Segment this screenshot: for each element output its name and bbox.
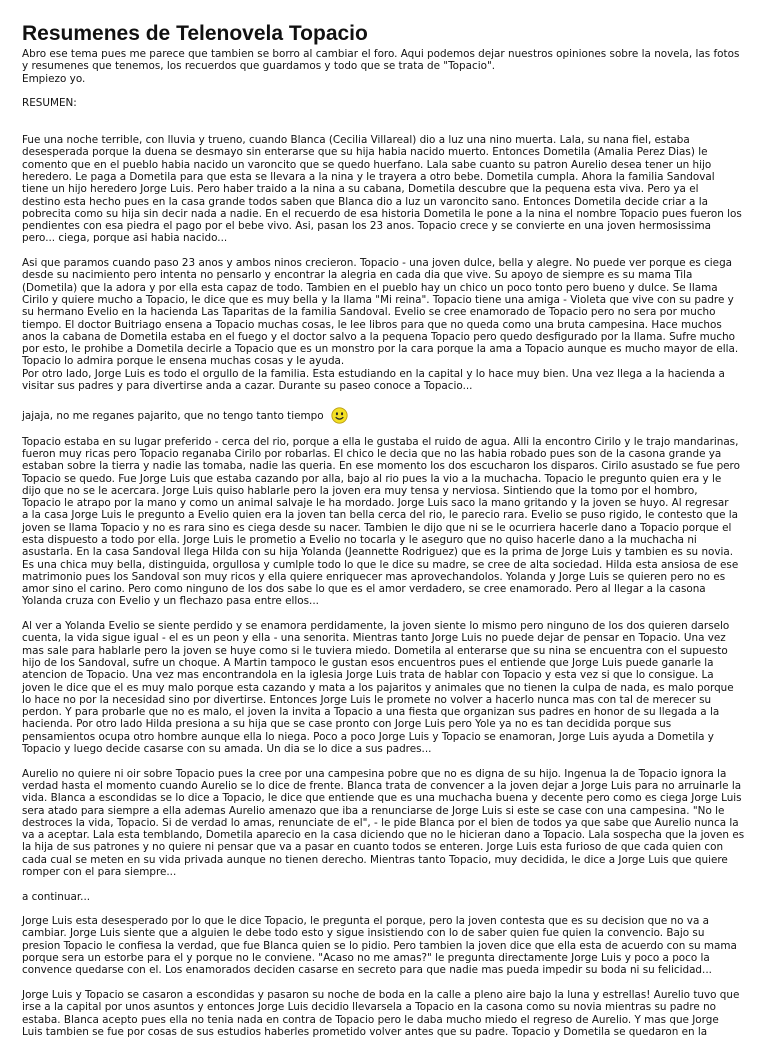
text-line: pero... ciega, porque asi habia nacido...	[22, 232, 228, 245]
text-line: hacienda. Por otro lado Hilda presiona a su hija que se case pronto con Jorge Luis pero Yole ya no es tan decidida porque sus	[22, 718, 672, 731]
text-line: por esto, le prohibe a Dometila decirle a Topacio que es un monstro por la cara porque la ama a Topacio aunque es mucho mayor de ella.	[22, 343, 739, 356]
text-line: desde su nacimiento pero intenta no pensarlo y encontrar la alegria en cada dia que vive. Su apoyo de siempre es su mama Tila	[22, 269, 693, 282]
text-line: porque sera un estorbe para el y porque no le conviene. "Acaso no me amas?" le pregunta directamente Jorge Luis y poco a poco la	[22, 952, 710, 965]
paragraph-6	[22, 915, 748, 976]
text-line: destroces la vida, Topacio. Si de verdad lo amas, renunciate de el", - le pide Blanca por el bien de todos ya que sabe que Aurelio nunca la	[22, 816, 739, 829]
text-line: tiempo. El doctor Buitriago ensena a Topacio muchas cosas, le lee libros para que no queda como una bruta campesina. Hace muchos	[22, 318, 722, 331]
text-line: Topacio se quedo. Fue Jorge Luis que estaba cazando por alla, bajo al rio pues la vio a la muchacha. Topacio le pregunto quien era y le	[22, 472, 722, 485]
aside-line	[22, 407, 748, 424]
text-line: pobrecita como su hija sin decir nada a nadie. En el recuerdo de esa historia Dometila le pone a la nina el nombre Topacio pues fueron los	[22, 207, 742, 220]
text-line: Topacio y luego decide casarse con su amada. Un dia se lo dice a sus padres...	[22, 743, 432, 756]
paragraph-7	[22, 989, 748, 1038]
text-line: Abro ese tema pues me parece que tambien se borro al cambiar el foro. Aqui podemos dejar nuestros opiniones sobre la novela, las fotos	[22, 48, 740, 60]
text-line: Jorge Luis esta desesperado por lo que le dice Topacio, le pregunta el porque, pero la joven contesta que es su decision que no va a	[22, 915, 709, 928]
paragraph-3	[22, 436, 748, 608]
text-line: Asi que paramos cuando paso 23 anos y ambos ninos crecieron. Topacio - una joven dulce, bella y alegre. No puede ver porque es ciega	[22, 257, 733, 270]
text-line: pensamientos ocupa otro hombre aunque ella lo niega. Poco a poco Jorge Luis y Topacio se enamoran, Jorge Luis ayuda a Dometila y	[22, 730, 714, 743]
text-line: verdad hasta el momento cuando Aurelio se lo dice de frente. Blanca trata de convencer a la joven dejar a Jorge Luis para no arruinarle la	[22, 779, 742, 792]
text-line: Es una chica muy bella, distinguida, orgullosa y cumlple todo lo que le dice su madre, se cree de alta sociedad. Hilda esta ansiosa de ese	[22, 558, 739, 571]
text-line: desesperada porque la duena se desmayo sin enterarse que su hija habia nacido muerto. Entonces Dometila (Amalia Perez Dias) le	[22, 146, 708, 159]
text-line: asustarla. En la casa Sandoval llega Hilda con su hija Yolanda (Jeannette Rodriguez) que es la prima de Jorge Luis y tambien es su novia.	[22, 546, 734, 559]
text-line: su hermano Evelio en la hacienda Las Taparitas de la familia Sandoval. Evelio se cree enamorado de Topacio pero no sera por mucho	[22, 306, 716, 319]
text-line: mas sale para hablarle pero la joven se huye como si le tuviera miedo. Dometila al enterarse que su nina se encuentra con el supuesto	[22, 644, 728, 657]
text-line: pendientes con esa piedra el pago por el bebe vivo. Asi, pasan los 23 anos. Topacio crece y se convierte en una joven hermosissima	[22, 220, 711, 233]
text-line: convence quedarse con el. Los enamorados deciden casarse en secreto para que nadie mas pueda impedir su boda ni su felicidad...	[22, 964, 712, 977]
document-page	[22, 22, 748, 1038]
text-line: cada cual se meten en su vida privada aunque no tienen derecho. Mientras tanto Topacio, muy decidida, le dice a Jorge Luis que quiere	[22, 853, 728, 866]
paragraph-2	[22, 257, 748, 392]
text-line: amor sino el carino. Pero como ninguno de los dos sabe lo que es el amor verdadero, se cree enamorado. Pero al llegar a la casona	[22, 583, 706, 596]
text-line: joven le dice que el es muy malo porque esta cazando y mata a los pajaritos y animales que no tienen la culpa de nada, es malo porque	[22, 681, 734, 694]
text-line: esta dispuesto a todo por ella. Jorge Luis le prometio a Evelio no tocarla y le aseguro que no quiso hacerle dano a la muchacha ni	[22, 533, 697, 546]
text-line: (Dometila) que la adora y por ella esta capaz de todo. Tambien en el pueblo hay un chico un poco tonto pero bueno y dulce. Se llama	[22, 281, 718, 294]
text-line: cambiar. Jorge Luis siente que a alguien le debe todo esto y sigue insistiendo con lo de saber quien fue quien la convencio. Bajo su	[22, 927, 705, 940]
text-line: heredero. Le paga a Dometila para que esta se llevara a la nina y le trayera a otro bebe. Dometila cumpla. Ahora la familia Sandoval	[22, 170, 715, 183]
paragraph-5	[22, 768, 748, 879]
text-line: irse a la capital por unos asuntos y entonces Jorge Luis decidio llevarsela a Topacio en la casona como su novia mientras su padre no	[22, 1001, 717, 1014]
resumen-heading: RESUMEN:	[22, 97, 77, 110]
text-line: tiene un hijo heredero Jorge Luis. Pero haber traido a la nina a su cabana, Dometila descubre que la pequena esta viva. Pero ya el	[22, 183, 699, 196]
paragraph-1	[22, 134, 748, 245]
text-line: Aurelio no quiere ni oir sobre Topacio pues la cree por una campesina pobre que no es digna de su hijo. Ingenua la de Topacio ignora la	[22, 767, 727, 780]
text-line: va a aceptar. Lala esta temblando, Dometila aparecio en la casa diciendo que no le hicieran dano a Topacio. Lala sospecha que la joven es	[22, 829, 745, 842]
document-body	[22, 48, 748, 1038]
text-line: fueron muy ricas pero Topacio reganaba Cirilo por robarlas. El chico le decia que no las habia robado pues son de la casona grande ya	[22, 447, 722, 460]
text-line: a la casa Jorge Luis le pregunto a Evelio quien era la joven tan bella cerca del rio, le parecio rara. Evelio se puso rigido, le contesto que la	[22, 509, 739, 522]
text-line: Empiezo yo.	[22, 72, 86, 85]
text-line: Luis tambien se fue por cosas de sus estudios haberles prometido volver antes que su padre. Topacio y Dometila se quedaron en la	[22, 1025, 708, 1038]
text-line: vida. Blanca a escondidas se lo dice a Topacio, le dice que entiende que es una muchacha buena y decente pero como es ciega Jorge Luis	[22, 792, 742, 805]
text-line: sera atado para siempre a ella ademas Aurelio amenazo que iba a renunciarse de Jorge Luis si este se case con una campesina. "No le	[22, 804, 725, 817]
text-line: destino esta hecho pues en la casa grande todos saben que Blanca dio a luz un varoncito sano. Entonces Dometila decide criar a la	[22, 195, 708, 208]
text-line: presion Topacio le confiesa la verdad, que fue Blanca quien se lo pidio. Pero tambien la joven dice que ella esta de acuerdo con su mama	[22, 939, 737, 952]
text-line: hijo de los Sandoval, sufre un choque. A Martin tampoco le gustan esos encuentros pues el entiende que Jorge Luis puede ganarle la	[22, 656, 714, 669]
text-line: cuenta, la vida sigue igual - el es un peon y ella - una senorita. Mientras tanto Jorge Luis no puede dejar de pensar en Topacio. Una vez	[22, 632, 726, 645]
text-line: la hija de sus patrones y no quiere ni pensar que va a pasar en cuanto todos se enteren. Jorge Luis esta furioso de que cada quien con	[22, 841, 724, 854]
text-line: Topacio lo admira porque le ensena muchas cosas y le ayuda.	[22, 355, 345, 368]
text-line: matrimonio pues los Sandoval son muy ricos y ella quiere enriquecer mas aprovechandolos. Yolanda y Jorge Luis se quieren pero no es	[22, 570, 726, 583]
text-line: anos la cabana de Dometila estaba en el fuego y el doctor salvo a la pequena Topacio pero quedo desfigurado por la llama. Sufre mucho	[22, 330, 736, 343]
text-line: Topacio le atrapo por la mano y como un animal salvaje le ha mordado. Jorge Luis saco la mano gritando y la joven se huyo. Al regresar	[22, 497, 729, 510]
text-line: dijo que no se le acercara. Jorge Luis quiso hablarle pero la joven era muy tensa y nerviosa. Sintiendo que la tomo por el hombro,	[22, 484, 698, 497]
page-title: Resumenes de Telenovela Topacio	[22, 22, 368, 45]
text-line: perdon. Y para probarle que no es malo, el joven la invita a Topacio a una fiesta que organizan sus padres en honor de su llegada a la	[22, 706, 720, 719]
text-line: lo hace no por la necesidad sino por divertirse. Entonces Jorge Luis le promete no volver a hacerlo nunca mas con tal de merecer su	[22, 693, 712, 706]
aside-text: jajaja, no me reganes pajarito, que no tengo tanto tiempo	[22, 409, 324, 422]
text-line: romper con el para siempre...	[22, 866, 177, 878]
text-line: estaba. Blanca acepto pues ella no tenia nada en contra de Topacio pero le daba mucho miedo el regreso de Aurelio. Y mas que Jorge	[22, 1013, 719, 1026]
text-line: Yolanda cruza con Evelio y un flechazo pasa entre ellos...	[22, 595, 319, 608]
paragraph-4	[22, 620, 748, 755]
text-line: estaban sobre la tierra y nadie las tomaba, nadie las queria. En ese momento los dos escucharon los disparos. Cirilo asustado se fue pero	[22, 460, 740, 473]
text-line: comento que en el pueblo habia nacido un varoncito que se quedo huerfano. Lala sabe cuanto su patron Aurelio desea tener un hijo	[22, 158, 712, 171]
text-line: joven se llama Topacio y no es rara sino es ciega desde su nacer. Tambien le dijo que ni se le ocurriera hacerle dano a Topacio porque el	[22, 521, 732, 534]
text-line: Por otro lado, Jorge Luis es todo el orgullo de la familia. Esta estudiando en la capital y lo hace muy bien. Una vez llega a la hacienda a	[22, 367, 725, 380]
smiley-icon	[331, 407, 348, 424]
text-line: atencion de Topacio. Una vez mas encontrandola en la iglesia Jorge Luis trata de hablar con Topacio y esta vez si que lo consigue. La	[22, 669, 714, 682]
text-line: Cirilo y quiere mucho a Topacio, le dice que es muy bella y la llama "Mi reina". Topacio tiene una amiga - Violeta que vive con su padre y	[22, 293, 734, 306]
text-line: Al ver a Yolanda Evelio se siente perdido y se enamora perdidamente, la joven siente lo mismo pero ninguno de los dos quieren darselo	[22, 620, 730, 633]
text-line: y resumenes que tenemos, los recuerdos que guardamos y todo que se trata de "Topacio".	[22, 60, 496, 73]
text-line: Jorge Luis y Topacio se casaron a escondidas y pasaron su noche de boda en la calle a pleno aire bajo la luna y estrellas! Aurelio tuvo que	[22, 988, 740, 1001]
text-line: Topacio estaba en su lugar preferido - cerca del rio, porque a ella le gustaba el ruido de agua. Alli la encontro Cirilo y le trajo mandarinas,	[22, 435, 739, 448]
text-line: visitar sus padres y para divertirse anda a cazar. Durante su paseo conoce a Topacio...	[22, 380, 473, 393]
text-line: Fue una noche terrible, con lluvia y trueno, cuando Blanca (Cecilia Villareal) dio a luz una nino muerta. Lala, su nana fiel, estaba	[22, 134, 690, 147]
continue-note: a continuar...	[22, 890, 91, 903]
intro-paragraph	[22, 48, 748, 85]
